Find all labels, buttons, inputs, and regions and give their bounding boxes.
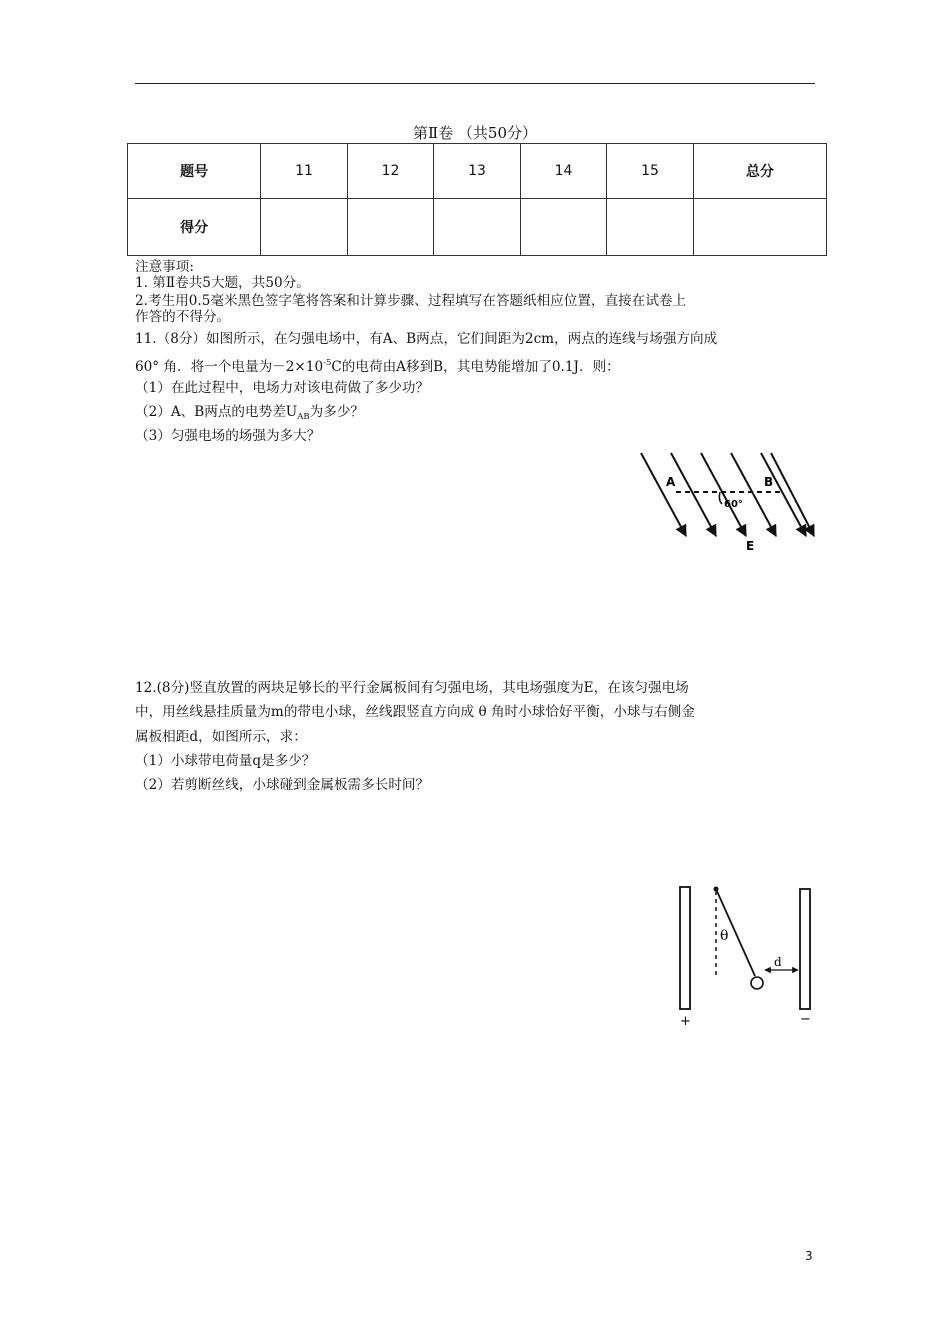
q12-stem-line1: 12.(8分)竖直放置的两块足够长的平行金属板间有匀强电场，其电场强度为E，在该匀强电场 bbox=[135, 680, 689, 696]
q11-field-diagram bbox=[636, 450, 821, 555]
field-line bbox=[761, 453, 806, 536]
q12-stem-line2: 中，用丝线悬挂质量为m的带电小球，丝线跟竖直方向成 θ 角时小球恰好平衡，小球与右侧金 bbox=[135, 704, 695, 720]
table-cell: 15 bbox=[607, 144, 694, 199]
label-theta: θ bbox=[720, 928, 729, 944]
table-cell: 14 bbox=[520, 144, 607, 199]
score-table bbox=[127, 143, 827, 256]
score-input-cell[interactable] bbox=[693, 199, 826, 256]
table-cell: 12 bbox=[347, 144, 434, 199]
table-cell: 13 bbox=[434, 144, 521, 199]
q12-sub1: （1）小球带电荷量q是多少？ bbox=[135, 753, 316, 769]
page-number: 3 bbox=[805, 1249, 813, 1263]
label-d: d bbox=[774, 955, 782, 969]
score-input-cell[interactable] bbox=[434, 199, 521, 256]
score-input-cell[interactable] bbox=[261, 199, 348, 256]
label-plus: + bbox=[680, 1014, 691, 1029]
notes-item-2-line1: 2.考生用0.5毫米黑色签字笔将答案和计算步骤、过程填写在答题纸相应位置，直接在试卷上 bbox=[135, 293, 687, 309]
table-cell: 11 bbox=[261, 144, 348, 199]
score-input-cell[interactable] bbox=[607, 199, 694, 256]
q11-text: 为多少？ bbox=[309, 404, 365, 420]
q12-stem-line3: 属板相距d，如图所示，求： bbox=[135, 729, 307, 745]
q11-text: （2）A、B两点的电势差U bbox=[135, 404, 298, 420]
q11-exponent: -5 bbox=[323, 358, 332, 368]
table-cell: 总分 bbox=[693, 144, 826, 199]
field-line bbox=[641, 453, 686, 536]
angle-arc bbox=[719, 492, 722, 504]
q11-sub1: （1）在此过程中，电场力对该电荷做了多少功？ bbox=[135, 380, 430, 396]
charged-ball bbox=[751, 977, 763, 989]
field-line bbox=[701, 453, 746, 536]
notes-item-2-line2: 作答的不得分。 bbox=[135, 309, 231, 325]
right-plate bbox=[800, 889, 810, 1009]
q11-stem-line2 bbox=[135, 355, 620, 375]
q12-plates-diagram bbox=[670, 880, 820, 1030]
left-plate bbox=[680, 887, 690, 1009]
field-line bbox=[731, 453, 776, 536]
q11-sub3: （3）匀强电场的场强为多大？ bbox=[135, 428, 321, 444]
score-input-cell[interactable] bbox=[520, 199, 607, 256]
label-b: B bbox=[764, 475, 774, 489]
label-angle: 60° bbox=[724, 499, 743, 510]
field-line bbox=[671, 453, 716, 536]
notes-heading: 注意事项: bbox=[135, 259, 194, 275]
q11-text: C的电荷由A移到B，其电势能增加了0.1J．则： bbox=[331, 359, 620, 375]
q12-sub2: （2）若剪断丝线，小球碰到金属板需多长时间？ bbox=[135, 777, 430, 793]
label-minus: − bbox=[800, 1012, 811, 1027]
section-title: 第Ⅱ卷 （共50分） bbox=[412, 124, 538, 142]
label-a: A bbox=[666, 475, 676, 489]
score-input-cell[interactable] bbox=[347, 199, 434, 256]
header-rule bbox=[135, 83, 815, 84]
label-e: E bbox=[746, 539, 755, 553]
q11-sub2 bbox=[135, 404, 364, 425]
table-row bbox=[128, 144, 827, 199]
q11-subscript: AB bbox=[297, 412, 310, 422]
table-cell: 得分 bbox=[128, 199, 261, 256]
q11-stem-line1: 11.（8分）如图所示，在匀强电场中，有A、B两点，它们间距为2cm，两点的连线与场强方向成 bbox=[135, 331, 718, 347]
table-row bbox=[128, 199, 827, 256]
field-line bbox=[771, 453, 814, 536]
table-cell: 题号 bbox=[128, 144, 261, 199]
q11-text: 60° 角．将一个电量为－2×10 bbox=[135, 359, 324, 375]
notes-item-1: 1. 第Ⅱ卷共5大题，共50分。 bbox=[135, 275, 310, 291]
